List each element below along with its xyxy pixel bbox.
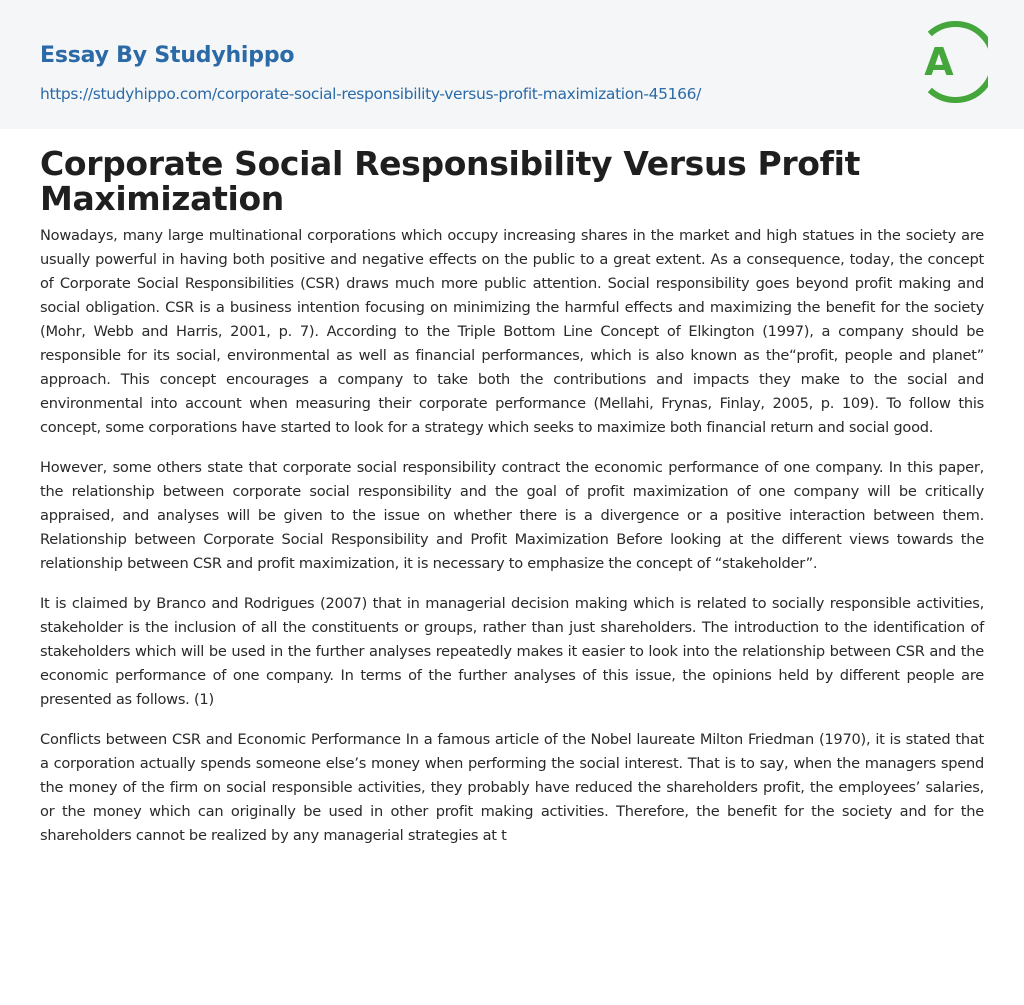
- logo-letter: A: [924, 40, 954, 84]
- studyhippo-logo-icon[interactable]: [910, 18, 988, 106]
- site-title[interactable]: Essay By Studyhippo: [40, 43, 295, 68]
- essay-url-link[interactable]: https://studyhippo.com/corporate-social-responsibility-versus-profit-maximization-45166/: [40, 85, 702, 103]
- paragraph: Conflicts between CSR and Economic Performance In a famous article of the Nobel laureate Milton Friedman (1970), it is stated that a corporation actually spends someone else’s money when performing the social interest. That is to say, when the managers spend the money of the firm on social responsible activities, they probably have reduced the shareholders profit, the employees’ salaries, or the money which can originally be used in other profit making activities. Therefore, the benefit for the society and for the shareholders cannot be realized by any managerial strategies at t: [40, 731, 984, 844]
- paragraph: Nowadays, many large multinational corporations which occupy increasing shares in the market and high statues in the society are usually powerful in having both positive and negative effects on the public to a great extent. As a consequence, today, the concept of Corporate Social Responsibilities (CSR) draws much more public attention. Social responsibility goes beyond profit making and social obligation. CSR is a business intention focusing on minimizing the harmful effects and maximizing the benefit for the society (Mohr, Webb and Harris, 2001, p. 7). According to the Triple Bottom Line Concept of Elkington (1997), a company should be responsible for its social, environmental as well as financial performances, which is also known as the“profit, people and planet” approach. This concept encourages a company to take both the contributions and impacts they make to the social and environmental into account when measuring their corporate performance (Mellahi, Frynas, Finlay, 2005, p. 109). To follow this concept, some corporations have started to look for a strategy which seeks to maximize both financial return and social good.: [40, 227, 984, 436]
- paragraph: However, some others state that corporate social responsibility contract the economic performance of one company. In this paper, the relationship between corporate social responsibility and the goal of profit maximization of one company will be critically appraised, and analyses will be given to the issue on whether there is a divergence or a positive interaction between them. Relationship between Corporate Social Responsibility and Profit Maximization Before looking at the different views towards the relationship between CSR and profit maximization, it is necessary to emphasize the concept of “stakeholder”.: [40, 459, 984, 572]
- article-body: [40, 224, 984, 848]
- page-title: Corporate Social Responsibility Versus Profit Maximization: [40, 144, 861, 218]
- article: [40, 146, 984, 864]
- site-header: [0, 0, 1024, 129]
- paragraph: It is claimed by Branco and Rodrigues (2007) that in managerial decision making which is related to socially responsible activities, stakeholder is the inclusion of all the constituents or groups, rather than just shareholders. The introduction to the identification of stakeholders which will be used in the further analyses repeatedly makes it easier to look into the relationship between CSR and the economic performance of one company. In terms of the further analyses of this issue, the opinions held by different people are presented as follows. (1): [40, 595, 984, 708]
